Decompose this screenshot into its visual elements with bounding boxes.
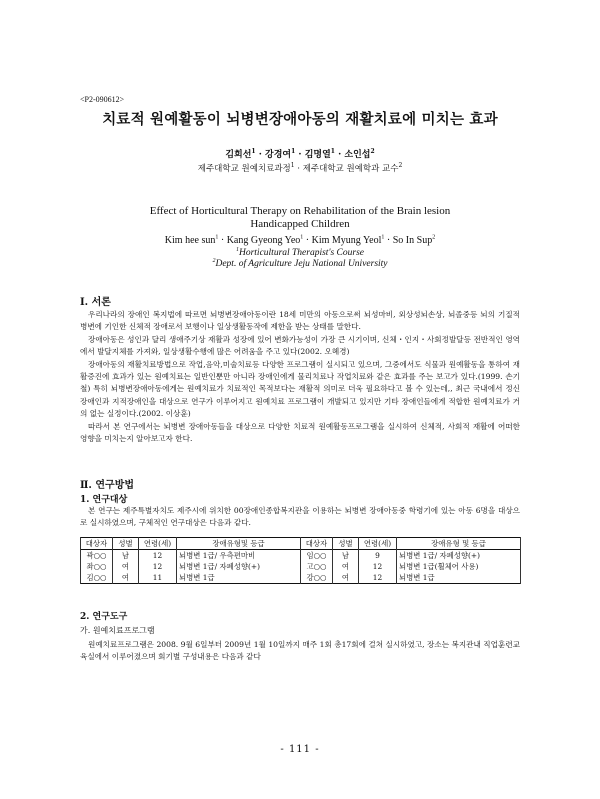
table-cell: 임○○ <box>301 550 333 562</box>
table-cell: 12 <box>359 572 397 584</box>
table-cell: 여 <box>113 561 139 572</box>
english-affiliations: $^1$Horticultural Therapist's Course $^2$Dept. of Agriculture Jeju National University <box>212 246 388 269</box>
table-cell: 여 <box>113 572 139 584</box>
page-number: - 111 - <box>280 744 320 755</box>
table-cell: 12 <box>359 561 397 572</box>
table-cell: 여 <box>333 572 359 584</box>
section-heading-methods: Ⅱ. 연구방법 <box>80 480 135 491</box>
english-authors: Kim hee sun$^1$ · Kang Gyeong Yeo$^1$ · Kim Myung Yeol$^1$ · So In Sup$^2$ <box>164 234 436 246</box>
paragraph: 본 연구는 제주특별자치도 제주시에 위치한 00장애인종합복지관을 이용하는 뇌병변 장애아동중 학령기에 있는 아동 6명을 대상으로 실시하였으며, 구체적인 연구대상은 다음과 같다. <box>80 506 520 528</box>
author-ko: 김희선 <box>225 150 252 160</box>
author-en: Kim hee sun <box>164 235 216 246</box>
table-cell: 11 <box>139 572 177 584</box>
table-cell: 12 <box>139 550 177 562</box>
subsection-heading-tools: 2. 연구도구 <box>80 612 128 622</box>
paragraph: 우리나라의 장애인 복지법에 따르면 뇌병변장애아동이란 18세 미만의 아동으로써 뇌성마비, 외상성뇌손상, 뇌졸중등 뇌의 기질적 병변에 기인한 신체적 장애로서 보행이나 일상생활동작에 제한을 받는 상태를 말한다. <box>80 310 520 332</box>
table-cell: 남 <box>333 550 359 562</box>
table-cell: 뇌병변 1급 <box>177 572 301 584</box>
table-row <box>81 572 521 584</box>
table-cell: 뇌병변 1급/ 자폐성향(+) <box>177 561 301 572</box>
table-header: 대상자 <box>301 538 333 550</box>
table-header: 대상자 <box>81 538 113 550</box>
table-cell: 곽○○ <box>81 550 113 562</box>
table-header: 연령(세) <box>139 538 177 550</box>
program-description <box>80 639 520 664</box>
table-header-row <box>81 538 521 550</box>
table-header: 성별 <box>333 538 359 550</box>
table-header: 장애유형 및 등급 <box>397 538 521 550</box>
table-row <box>81 550 521 562</box>
introduction-body <box>80 309 520 445</box>
table-cell: 좌○○ <box>81 561 113 572</box>
paragraph: 장애아동의 재활치료방법으로 작업,음악,미술치료등 다양한 프로그램이 실시되고 있으며, 그중에서도 식물과 원예활동을 통하여 재활증진에 효과가 있는 원예치료는 일반인뿐만 아니라 장애인에게 물리치료나 작업치료와 같은 효과를 주는 보고가 있다.(1999. 손기철) 특히 뇌병변장애아동에게는 원예치료가 치료적인 목적보다는 재활적 의미로 더욱 필요하다고 볼 수 있는데,, 최근 국내에서 정신장애인과 지적장애인을 대상으로 연구가 이루어지고 원예치료 프로그램이 개발되고 있지만 기타 장애인들에게 적합한 원예치료가 거의 없는 실정이다.(2002. 이상훈) <box>80 359 520 419</box>
author-en: Kang Gyeong Yeo <box>226 235 301 246</box>
table-cell: 뇌병변 1급/ 우측편마비 <box>177 550 301 562</box>
korean-title: 치료적 원예활동이 뇌병변장애아동의 재활치료에 미치는 효과 <box>102 111 498 128</box>
table-cell: 강○○ <box>301 572 333 584</box>
section-heading-introduction: Ⅰ. 서론 <box>80 297 111 308</box>
table-cell: 김○○ <box>81 572 113 584</box>
paragraph: 원예치료프로그램은 2008. 9월 6일부터 2009년 1월 10일까지 매주 1회 총17회에 걸쳐 실시하였고, 장소는 복지관내 직업훈련교육실에서 이루어졌으며 회기별 구성내용은 다음과 같다 <box>80 640 520 662</box>
table-cell: 9 <box>359 550 397 562</box>
table-header: 성별 <box>113 538 139 550</box>
paragraph: 따라서 본 연구에서는 뇌병변 장애아동들을 대상으로 다양한 치료적 원예활동프로그램을 실시하여 신체적, 사회적 재활에 어떠한 영향을 미치는지 알아보고자 한다. <box>80 421 520 444</box>
english-title: Effect of Horticultural Therapy on Rehabilitation of the Brain lesion Handicapped Children <box>149 205 451 230</box>
table-cell: 뇌병변 1급 <box>397 572 521 584</box>
subjects-table <box>80 537 521 584</box>
table-cell: 고○○ <box>301 561 333 572</box>
sub-subsection-heading: 가. 원예치료프로그램 <box>80 626 155 635</box>
table-cell: 뇌병변 1급/ 자폐성향(+) <box>397 550 521 562</box>
author-ko: 강경여 <box>265 150 292 160</box>
author-ko: 소인섭 <box>344 150 371 160</box>
table-cell: 뇌병변 1급(휠체어 사용) <box>397 561 521 572</box>
korean-affiliations: 제주대학교 원예치료과정$^1$ · 제주대학교 원예학과 교수$^2$ <box>197 162 403 174</box>
author-ko: 김명열 <box>304 150 331 160</box>
author-en: So In Sup <box>392 235 433 246</box>
affiliation-ko: 제주대학교 원예학과 교수 <box>302 164 399 174</box>
table-cell: 여 <box>333 561 359 572</box>
table-header: 장애유형및 등급 <box>177 538 301 550</box>
table-cell: 12 <box>139 561 177 572</box>
table-header: 연령(세) <box>359 538 397 550</box>
korean-authors: 김희선$^1$ · 강경여$^1$ · 김명열$^1$ · 소인섭$^2$ <box>225 148 375 160</box>
subsection-heading-subjects: 1. 연구대상 <box>80 495 128 505</box>
table-row <box>81 561 521 572</box>
paragraph: 장애아동은 성인과 달리 생애주기상 재활과 성장에 있어 변화가능성이 가장 큰 시기이며, 신체・인지・사회정발달등 전반적인 영역에서 발달지체를 가져와, 일상생활수행에 많은 어려움을 주고 있다(2002. 오혜경) <box>80 334 520 357</box>
paper-code: <P2-090612> <box>80 95 125 104</box>
author-en: Kim Myung Yeol <box>311 235 382 246</box>
subjects-description <box>80 505 520 530</box>
affiliation-ko: 제주대학교 원예치료과정 <box>197 164 291 174</box>
table-cell: 남 <box>113 550 139 562</box>
